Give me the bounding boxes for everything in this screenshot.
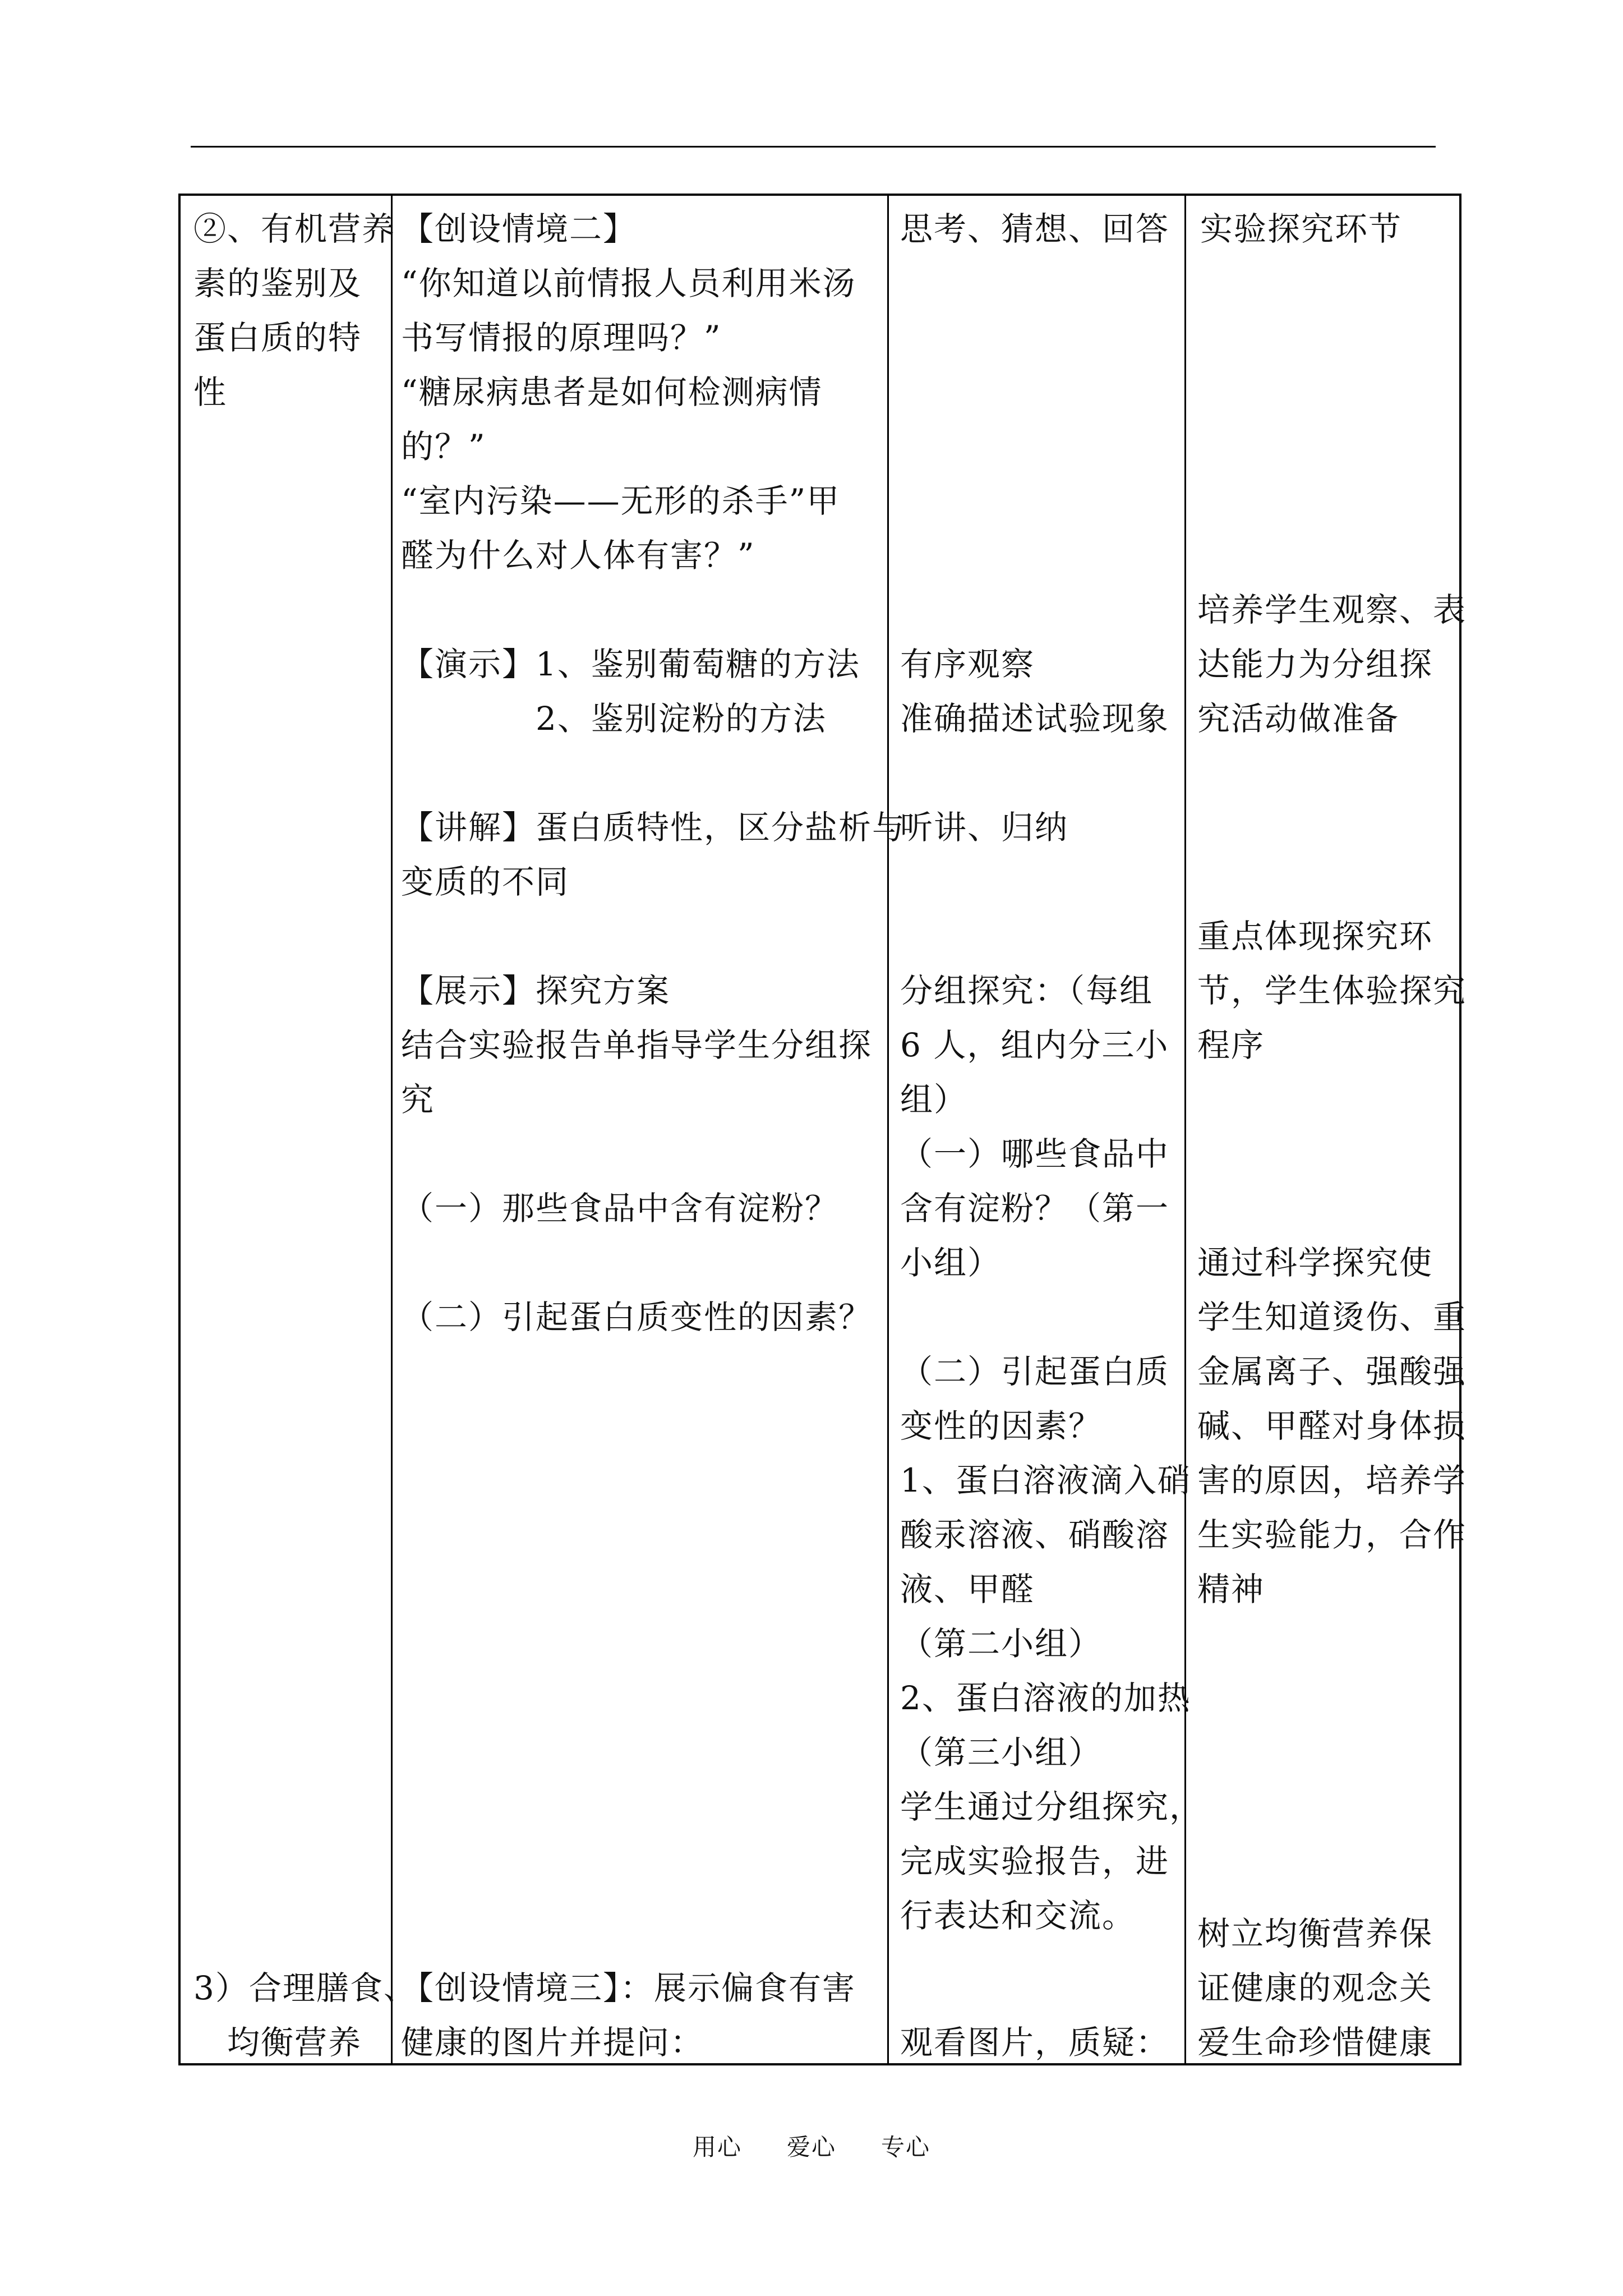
cultivate-line: 培养学生观察、表 bbox=[1197, 591, 1467, 629]
group-line: 分组探究：（每组 bbox=[900, 972, 1154, 1010]
group2-line: 完成实验报告，进 bbox=[900, 1842, 1170, 1880]
group2-line: 1、蛋白溶液滴入硝 bbox=[900, 1461, 1191, 1499]
topic1-line-4: 性 bbox=[193, 373, 228, 411]
scenario3-line-2: 健康的图片并提问： bbox=[401, 2023, 704, 2062]
topic1-line-2: 素的鉴别及 bbox=[193, 264, 362, 302]
scenario2-question-line: “糖尿病患者是如何检测病情 bbox=[401, 373, 823, 411]
focus-line: 程序 bbox=[1197, 1026, 1265, 1064]
observe-line-1: 有序观察 bbox=[900, 645, 1035, 683]
scenario2-question-line: 的？” bbox=[401, 427, 486, 466]
science-line: 害的原因，培养学 bbox=[1197, 1461, 1467, 1499]
lecture-line-1: 【讲解】蛋白质特性，区分盐析与 bbox=[401, 808, 906, 846]
exp-purpose: 实验探究环节 bbox=[1200, 210, 1403, 248]
lecture-line-2: 变质的不同 bbox=[401, 863, 570, 901]
demo-line-2: 2、鉴别淀粉的方法 bbox=[401, 700, 827, 738]
show-line-3: 究 bbox=[401, 1080, 435, 1119]
group2-line: 液、甲醛 bbox=[900, 1570, 1035, 1608]
group2-line: （第三小组） bbox=[900, 1733, 1103, 1772]
scenario2-question-line: “你知道以前情报人员利用米汤 bbox=[401, 264, 856, 302]
scenario3-line-1: 【创设情境三】：展示偏食有害 bbox=[401, 1969, 856, 2007]
group2-line: （二）引起蛋白质 bbox=[900, 1352, 1170, 1391]
group2-line: （第二小组） bbox=[900, 1625, 1103, 1663]
scenario2-question-line: 书写情报的原理吗？” bbox=[401, 319, 722, 357]
science-line: 学生知道烫伤、重 bbox=[1197, 1298, 1467, 1336]
scenario2-question-line: “室内污染——无形的杀手”甲 bbox=[401, 482, 841, 520]
demo-line-1: 【演示】1、鉴别葡萄糖的方法 bbox=[401, 645, 860, 683]
column-divider-2 bbox=[887, 196, 889, 2063]
column-divider-1 bbox=[391, 196, 393, 2063]
show-line-1: 【展示】探究方案 bbox=[401, 972, 671, 1010]
footer-word: 专心 bbox=[881, 2133, 931, 2161]
balance-line: 证健康的观念关 bbox=[1197, 1969, 1433, 2007]
footer-word: 爱心 bbox=[786, 2133, 836, 2161]
science-line: 通过科学探究使 bbox=[1197, 1244, 1433, 1282]
science-line: 精神 bbox=[1197, 1570, 1265, 1608]
header-rule bbox=[191, 146, 1436, 148]
group-line: 组） bbox=[900, 1080, 968, 1119]
group-line: 6 人，组内分三小 bbox=[900, 1026, 1169, 1064]
science-line: 碱、甲醛对身体损 bbox=[1197, 1407, 1467, 1445]
group2-line: 行表达和交流。 bbox=[900, 1897, 1136, 1935]
footer bbox=[0, 2129, 1623, 2162]
question-1: （一）那些食品中含有淀粉？ bbox=[401, 1189, 839, 1227]
show-line-2: 结合实验报告单指导学生分组探 bbox=[401, 1026, 873, 1064]
cultivate-line: 达能力为分组探 bbox=[1197, 645, 1433, 683]
footer-word: 用心 bbox=[692, 2133, 742, 2161]
topic1-line-3: 蛋白质的特 bbox=[193, 319, 362, 357]
group2-line: 学生通过分组探究， bbox=[900, 1788, 1204, 1826]
group2-line: 2、蛋白溶液的加热 bbox=[900, 1679, 1191, 1717]
listen-activity: 听讲、归纳 bbox=[900, 808, 1069, 846]
cultivate-line: 究活动做准备 bbox=[1197, 700, 1400, 738]
balance-line: 树立均衡营养保 bbox=[1197, 1915, 1433, 1953]
question-2: （二）引起蛋白质变性的因素？ bbox=[401, 1298, 873, 1336]
topic1-line-1: ②、有机营养 bbox=[193, 210, 396, 248]
balance-line: 爱生命珍惜健康 bbox=[1197, 2023, 1433, 2062]
scenario2-heading: 【创设情境二】 bbox=[401, 210, 637, 248]
group-line: （一）哪些食品中 bbox=[900, 1135, 1170, 1173]
group-line: 含有淀粉？（第一 bbox=[900, 1189, 1170, 1227]
focus-line: 重点体现探究环 bbox=[1197, 917, 1433, 955]
scenario2-question-line: 醛为什么对人体有害？” bbox=[401, 536, 755, 574]
observe-line-2: 准确描述试验现象 bbox=[900, 700, 1170, 738]
focus-line: 节，学生体验探究 bbox=[1197, 972, 1467, 1010]
group-line: 小组） bbox=[900, 1244, 1002, 1282]
group2-line: 变性的因素？ bbox=[900, 1407, 1103, 1445]
science-line: 生实验能力，合作 bbox=[1197, 1516, 1467, 1554]
group2-line: 酸汞溶液、硝酸溶 bbox=[900, 1516, 1170, 1554]
topic2-line-1: 3）合理膳食、 bbox=[193, 1969, 417, 2007]
think-activity: 思考、猜想、回答 bbox=[900, 210, 1170, 248]
view-activity: 观看图片，质疑： bbox=[900, 2023, 1170, 2062]
science-line: 金属离子、强酸强 bbox=[1197, 1352, 1467, 1391]
topic2-line-2: 均衡营养 bbox=[193, 2023, 362, 2062]
